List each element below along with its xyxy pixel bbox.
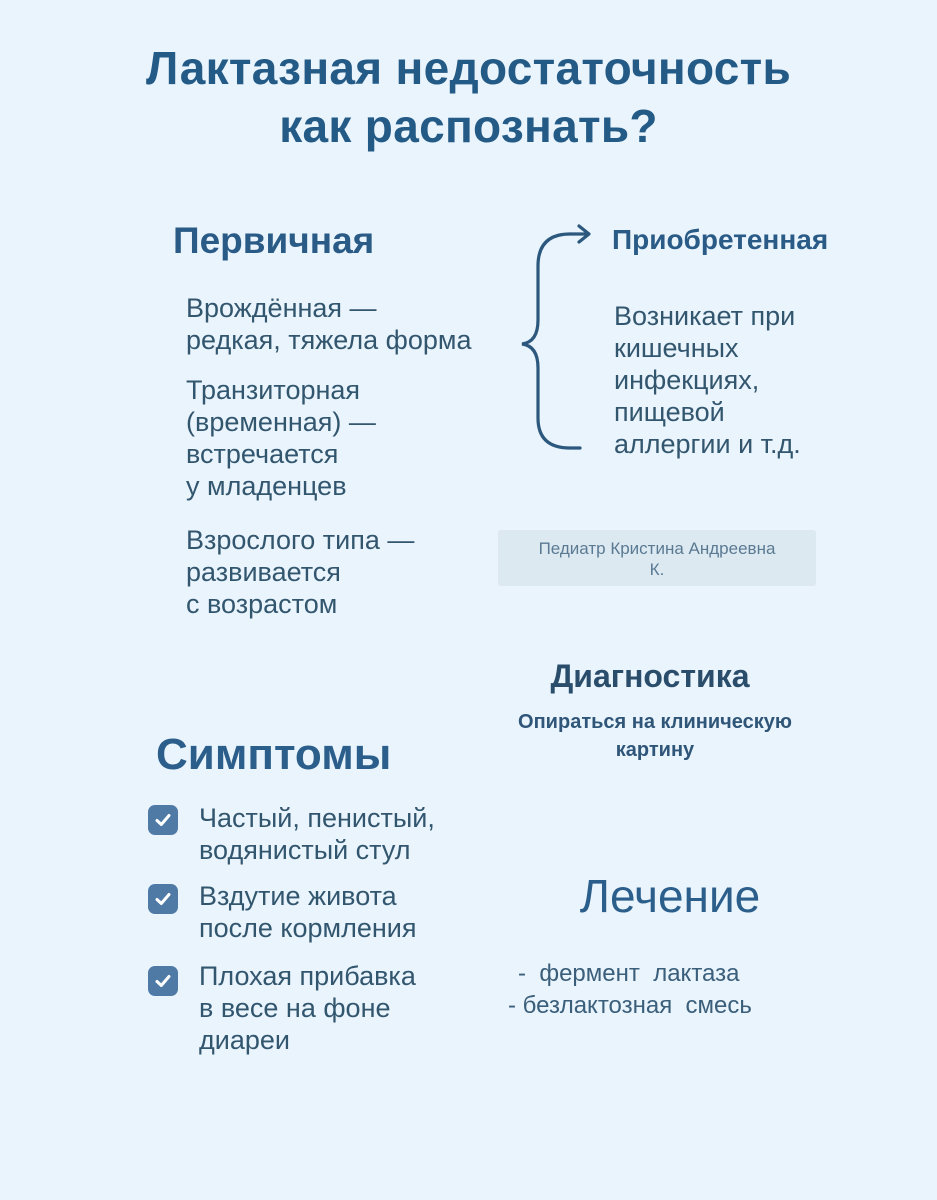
symptom-text — [199, 880, 499, 944]
checkbox-checked-icon — [148, 805, 178, 835]
primary-type-line: редкая, тяжела форма — [186, 325, 472, 355]
acquired-line: Возникает при — [614, 301, 796, 331]
acquired-description — [614, 300, 801, 460]
treatment-list — [508, 958, 752, 1022]
acquired-line: кишечных — [614, 333, 739, 363]
page-title — [0, 40, 937, 154]
primary-heading: Первичная — [173, 220, 375, 261]
curly-brace-icon — [508, 222, 598, 454]
symptom-line: в весе на фоне — [199, 993, 391, 1023]
acquired-line: аллергии и т.д. — [614, 429, 801, 459]
symptom-line: Плохая прибавка — [199, 961, 416, 991]
checkbox-checked-icon — [148, 884, 178, 914]
primary-type-line: Транзиторная — [186, 375, 361, 405]
treatment-item: - фермент лактаза — [518, 960, 740, 987]
primary-type-line: встречается — [186, 439, 339, 469]
checkbox-checked-icon — [148, 966, 178, 996]
symptom-text — [199, 802, 499, 866]
primary-type-line: (временная) — — [186, 407, 376, 437]
diagnostics-description — [470, 708, 840, 764]
treatment-item: - безлактозная смесь — [508, 992, 752, 1019]
treatment-heading: Лечение — [579, 870, 761, 922]
author-initial: К. — [649, 560, 665, 579]
symptom-line: после кормления — [199, 913, 417, 943]
primary-type-congenital — [186, 292, 472, 356]
diagnostics-line: Опираться на клиническую — [518, 711, 792, 733]
primary-type-line: Взрослого типа — — [186, 525, 415, 555]
author-name: Педиатр Кристина Андреевна — [538, 539, 776, 558]
primary-type-transient — [186, 374, 376, 502]
acquired-heading: Приобретенная — [612, 224, 829, 255]
symptoms-heading: Симптомы — [156, 730, 392, 779]
author-signature — [498, 530, 816, 586]
acquired-line: пищевой — [614, 397, 725, 427]
primary-type-line: у младенцев — [186, 471, 347, 501]
arrow-right-icon — [570, 226, 589, 242]
acquired-line: инфекциях, — [614, 365, 760, 395]
primary-type-line: развивается — [186, 557, 341, 587]
primary-type-adult — [186, 524, 414, 620]
symptom-line: водянистый стул — [199, 835, 411, 865]
symptom-line: диареи — [199, 1025, 290, 1055]
primary-type-line: с возрастом — [186, 589, 338, 619]
diagnostics-heading: Диагностика — [550, 658, 750, 694]
primary-type-line: Врождённая — — [186, 293, 377, 323]
page-title-line-2: как распознать? — [279, 100, 658, 152]
symptom-text — [199, 960, 499, 1056]
symptom-line: Вздутие живота — [199, 881, 397, 911]
diagnostics-line: картину — [615, 739, 695, 761]
symptom-line: Частый, пенистый, — [199, 803, 435, 833]
page-title-line-1: Лактазная недостаточность — [145, 42, 792, 94]
